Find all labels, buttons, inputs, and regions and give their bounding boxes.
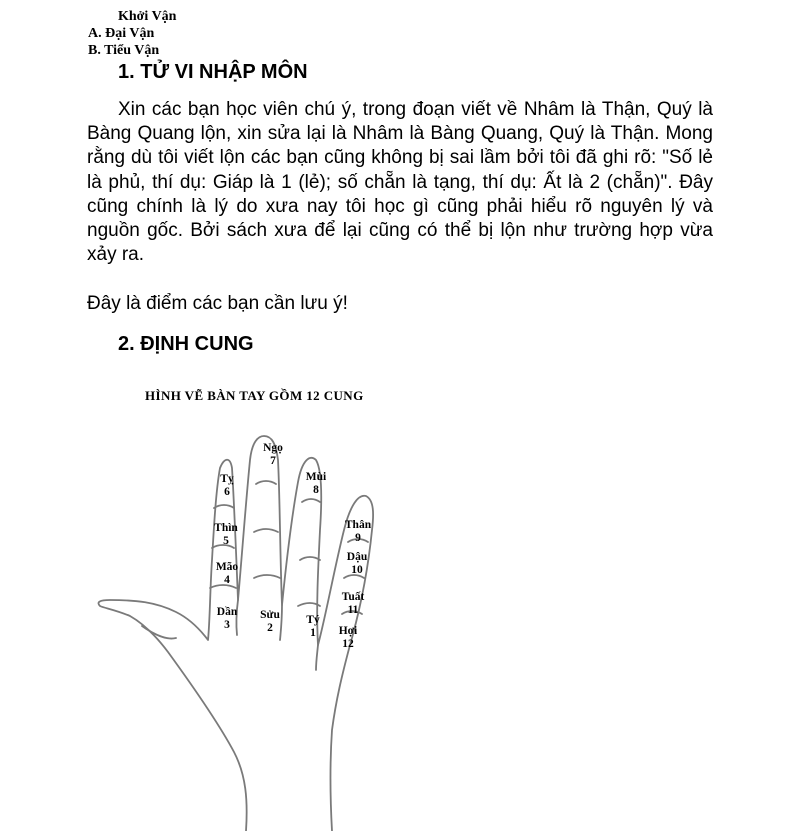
palace-number: 8 (313, 484, 319, 496)
palace-name: Tuất (341, 591, 365, 603)
palace-tuat (342, 591, 365, 617)
hand-outline (98, 436, 373, 831)
paragraph-attention-note: Đây là điểm các bạn cần lưu ý! (87, 293, 348, 314)
section-heading-dinh-cung: 2. ĐỊNH CUNG (118, 333, 254, 355)
palace-number: 3 (224, 619, 230, 631)
palace-ty-rat (306, 614, 319, 640)
paragraph-correction-note: Xin các bạn học viên chú ý, trong đoạn viết về Nhâm là Thận, Quý là Bàng Quang lộn, xin sửa lại là Nhâm là Bàng Quang, Quý là Thận. Mong rằng dù tôi viết lộn các bạn cũng không bị sai lầm bởi tôi đã ghi rõ: "Số lẻ là phủ, thí dụ: Giáp là 1 (lẻ); số chẵn là tạng, thí dụ: Ất là 2 (chẵn)". Đây cũng chính là lý do xưa nay tôi học gì cũng phải hiểu rõ nguyên lý và nguồn gốc. Bởi sách xưa để lại cũng có thể bị lộn như trường hợp vừa xảy ra. (87, 99, 713, 266)
figure-caption: HÌNH VẼ BÀN TAY GỒM 12 CUNG (145, 388, 364, 403)
palace-number: 11 (347, 604, 359, 616)
palace-mao (216, 561, 238, 587)
palace-number: 9 (355, 532, 361, 544)
palace-number: 7 (270, 455, 276, 467)
toc-item-khoi-van: Khởi Vận (118, 9, 177, 24)
palace-number: 12 (342, 638, 354, 650)
palace-than (345, 519, 371, 545)
palace-thin (214, 522, 238, 548)
palace-name: Hợi (338, 625, 358, 637)
palace-name: Sửu (260, 609, 280, 621)
crease-index-1 (214, 505, 234, 508)
palace-ty-snake (220, 473, 233, 499)
crease-middle-3 (254, 575, 280, 578)
crease-ring-2 (300, 557, 320, 560)
section-heading-tu-vi-nhap-mon: 1. TỬ VI NHẬP MÔN (118, 61, 308, 83)
crease-ring-1 (302, 499, 320, 502)
toc-item-tieu-van: B. Tiểu Vận (88, 43, 160, 58)
palace-name: Mùi (305, 471, 327, 483)
palace-number: 6 (224, 486, 230, 498)
palace-name: Tý (306, 614, 320, 626)
palace-name: Tỵ (220, 473, 234, 485)
palace-dan (217, 606, 237, 632)
finger-line-ring (316, 645, 318, 670)
palace-number: 4 (224, 574, 230, 586)
crease-middle-2 (254, 529, 278, 532)
palace-number: 5 (223, 535, 229, 547)
finger-line-middle (280, 605, 282, 640)
palace-dau (347, 551, 367, 577)
crease-middle-1 (256, 481, 276, 484)
toc-item-dai-van: A. Đại Vận (88, 26, 155, 41)
palace-name: Mão (215, 561, 239, 573)
palace-hoi (339, 625, 358, 651)
palace-suu (260, 609, 280, 635)
palace-name: Thân (344, 519, 372, 531)
palace-number: 1 (310, 627, 316, 639)
palace-mui (306, 471, 326, 497)
palace-name: Dần (216, 606, 238, 618)
palace-number: 10 (351, 564, 363, 576)
palace-ngo (263, 442, 283, 468)
palace-number: 2 (267, 622, 273, 634)
palace-name: Thìn (214, 522, 238, 534)
palace-name: Ngọ (263, 442, 283, 454)
palace-name: Dậu (346, 551, 368, 563)
